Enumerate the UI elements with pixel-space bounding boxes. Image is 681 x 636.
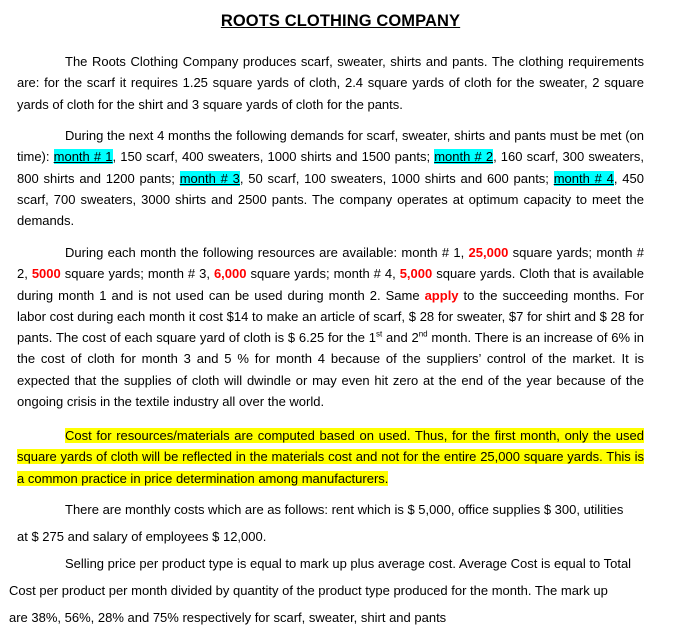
demands-intro: During the next 4 months the following demands for scarf, sweater, shirts and pants must be met (on time): [17, 128, 644, 165]
resources-text-b: square yards; month # 2, [17, 245, 644, 282]
paragraph-demands [17, 125, 644, 231]
month-1-resource-value: 25,000 [468, 245, 509, 260]
superscript-st: st [375, 329, 383, 339]
selling-price-line-1: Selling price per product type is equal to mark up plus average cost. Average Cost is equal to Total [65, 556, 632, 571]
resources-text-e: square yards. Cloth that is available during month 1 and is not used can be used during month 2. Same [17, 266, 644, 303]
resources-text-f: to the succeeding months. For labor cost during each month it cost $14 to make an article of scarf, $ 28 for sweater, $7 for shirt and $ 28 for pants. The cost of each square yard of cloth is $ 6.25 for the 1 [17, 287, 644, 346]
month-4-resource-value: 5,000 [399, 266, 433, 282]
paragraph-intro [17, 51, 644, 115]
month-3-resource-value: 6,000 [213, 266, 247, 282]
monthly-costs-line-2: at $ 275 and salary of employees $ 12,000. [17, 529, 267, 544]
month-1-label: month # 1 [53, 149, 113, 165]
month-1-demand: , 150 scarf, 400 sweaters, 1000 shirts and 1500 pants; [112, 149, 435, 165]
month-4-label: month # 4 [553, 170, 614, 186]
month-4-demand: , 450 scarf, 700 sweaters, 3000 shirts and 2500 pants. The company operates at optimum capacity to meet the demands. [17, 170, 644, 229]
superscript-nd: nd [418, 329, 428, 339]
month-2-resource-value: 5000 [31, 266, 61, 282]
paragraph-resources [17, 242, 644, 412]
resources-text-h: month. There is an increase of 6% in the cost of cloth for month 3 and 5 % for month 4 because of the suppliers’ control of the market. It is expected that the supplies of cloth will dwindle or may even hit zero at the end of the year because of the ongoing crisis in the textile industry all over the world. [17, 330, 644, 410]
resources-text-a: During each month the following resources are available: month # 1, [65, 245, 469, 260]
month-3-demand: , 50 scarf, 100 sweaters, 1000 shirts and 600 pants; [239, 170, 554, 186]
month-3-label: month # 3 [179, 170, 240, 186]
intro-text: The Roots Clothing Company produces scarf, sweater, shirts and pants. The clothing requirements are: for the scarf it requires 1.25 square yards of cloth, 2.4 square yards of cloth for the sweater, 2 square yards of cloth for the shirt and 3 square yards of cloth for the pants. [17, 54, 644, 112]
selling-price-line-2: Cost per product per month divided by quantity of the product type produced for the month. The mark up [9, 583, 608, 598]
cost-note-highlighted: Cost for resources/materials are computed based on used. Thus, for the first month, only the used square yards of cloth will be reflected in the materials cost and not for the entire 25,000 square yards. This is a common practice in price determination among manufacturers. [17, 428, 644, 486]
month-2-label: month # 2 [434, 149, 494, 165]
monthly-costs-line-1: There are monthly costs which are as follows: rent which is $ 5,000, office supplies $ 300, utilities [65, 502, 624, 517]
month-2-demand: , 160 scarf, 300 sweaters, 800 shirts and 1200 pants; [17, 149, 644, 186]
resources-text-g: and 2 [382, 330, 419, 346]
selling-price-line-3: are 38%, 56%, 28% and 75% respectively for scarf, sweater, shirt and pants [9, 610, 447, 625]
paragraph-cost-note [17, 425, 644, 489]
document-title: ROOTS CLOTHING COMPANY [220, 12, 461, 30]
apply-emphasis: apply [424, 287, 459, 303]
resources-text-c: square yards; month # 3, [60, 266, 214, 282]
resources-text-d: square yards; month # 4, [246, 266, 400, 282]
